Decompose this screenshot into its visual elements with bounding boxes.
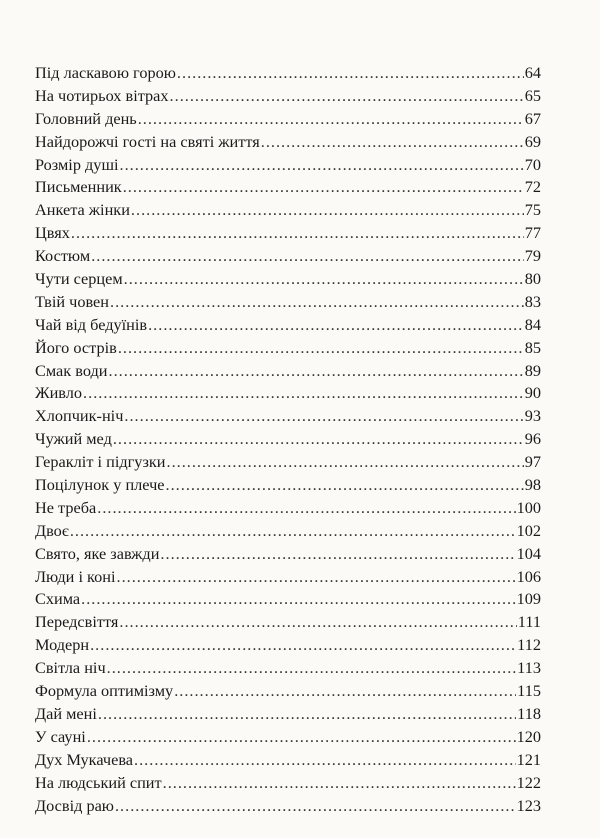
toc-entry-page-number: 109 xyxy=(516,589,541,609)
toc-entry xyxy=(35,62,541,85)
toc-entry-title: Чужий мед xyxy=(35,429,112,449)
dot-leader xyxy=(167,451,524,474)
toc-entry xyxy=(35,428,541,451)
toc-entry xyxy=(35,588,541,611)
toc-entry-page-number: 104 xyxy=(516,543,541,563)
dot-leader xyxy=(87,726,516,749)
toc-entry xyxy=(35,634,541,657)
toc-entry-title: Його острів xyxy=(35,337,117,357)
toc-entry-page-number: 121 xyxy=(516,749,541,769)
toc-entry xyxy=(35,726,541,749)
toc-entry-page-number: 79 xyxy=(524,246,541,266)
toc-entry-title: Поцілунок у плече xyxy=(35,475,165,495)
dot-leader xyxy=(107,657,517,680)
toc-entry-title: На чотирьох вітрах xyxy=(35,85,169,105)
toc-entry xyxy=(35,795,541,818)
toc-entry-title: Чай від бедуїнів xyxy=(35,314,148,334)
toc-entry-page-number: 96 xyxy=(524,429,541,449)
dot-leader xyxy=(177,62,524,85)
toc-entry-page-number: 77 xyxy=(524,223,541,243)
dot-leader xyxy=(138,108,524,131)
toc-entry-title: Геракліт і підгузки xyxy=(35,452,166,472)
toc-entry xyxy=(35,772,541,795)
dot-leader xyxy=(98,703,516,726)
toc-entry-page-number: 102 xyxy=(516,520,541,540)
toc-entry xyxy=(35,497,541,520)
toc-entry xyxy=(35,337,541,360)
dot-leader xyxy=(120,154,524,177)
toc-entry-title: На людський спит xyxy=(35,772,162,792)
toc-entry xyxy=(35,222,541,245)
dot-leader xyxy=(131,199,524,222)
toc-entry xyxy=(35,360,541,383)
dot-leader xyxy=(123,176,524,199)
toc-entry-page-number: 70 xyxy=(524,154,541,174)
toc-entry xyxy=(35,657,541,680)
toc-entry-title: Письменник xyxy=(35,177,122,197)
toc-entry xyxy=(35,474,541,497)
dot-leader xyxy=(113,428,524,451)
dot-leader xyxy=(70,520,516,543)
toc-entry-title: Дух Мукачева xyxy=(35,749,134,769)
toc-entry-title: Головний день xyxy=(35,108,137,128)
toc-entry xyxy=(35,176,541,199)
toc-entry xyxy=(35,703,541,726)
toc-entry-title: Свято, яке завжди xyxy=(35,543,160,563)
table-of-contents xyxy=(35,62,541,817)
toc-entry-page-number: 97 xyxy=(524,452,541,472)
dot-leader xyxy=(124,405,523,428)
toc-entry-page-number: 98 xyxy=(524,475,541,495)
toc-entry-page-number: 65 xyxy=(524,85,541,105)
toc-entry-title: Цвях xyxy=(35,223,70,243)
toc-entry-title: Не треба xyxy=(35,497,97,517)
toc-entry-title: Схима xyxy=(35,589,81,609)
toc-entry-page-number: 75 xyxy=(524,200,541,220)
dot-leader xyxy=(134,749,516,772)
dot-leader xyxy=(81,588,515,611)
toc-entry-page-number: 64 xyxy=(524,63,541,82)
toc-entry-page-number: 89 xyxy=(524,360,541,380)
toc-entry-page-number: 120 xyxy=(516,726,541,746)
dot-leader xyxy=(115,795,516,818)
toc-entry-page-number: 69 xyxy=(524,131,541,151)
toc-entry-title: Дай мені xyxy=(35,703,97,723)
toc-entry-title: Чути серцем xyxy=(35,269,123,289)
toc-entry xyxy=(35,268,541,291)
toc-entry-page-number: 122 xyxy=(516,772,541,792)
toc-entry xyxy=(35,520,541,543)
toc-entry-page-number: 100 xyxy=(516,497,541,517)
toc-entry-title: Хлопчик-ніч xyxy=(35,406,124,426)
dot-leader xyxy=(109,360,524,383)
dot-leader xyxy=(97,497,515,520)
dot-leader xyxy=(118,337,524,360)
toc-entry xyxy=(35,108,541,131)
toc-entry-page-number: 84 xyxy=(524,314,541,334)
toc-entry-title: Живло xyxy=(35,383,83,403)
toc-entry-page-number: 93 xyxy=(524,406,541,426)
toc-entry xyxy=(35,405,541,428)
dot-leader xyxy=(90,634,516,657)
toc-entry-page-number: 83 xyxy=(524,291,541,311)
toc-entry-title: Формула оптимізму xyxy=(35,681,174,701)
dot-leader xyxy=(261,131,524,154)
toc-entry-title: Анкета жінки xyxy=(35,200,130,220)
toc-entry-title: Світла ніч xyxy=(35,658,106,678)
dot-leader xyxy=(119,611,516,634)
dot-leader xyxy=(148,314,524,337)
toc-entry-page-number: 72 xyxy=(524,177,541,197)
toc-entry xyxy=(35,382,541,405)
dot-leader xyxy=(110,291,524,314)
toc-entry-page-number: 85 xyxy=(524,337,541,357)
toc-entry xyxy=(35,566,541,589)
toc-entry-page-number: 111 xyxy=(517,612,541,632)
toc-entry-title: Розмір душі xyxy=(35,154,119,174)
toc-entry-page-number: 115 xyxy=(517,681,541,701)
dot-leader xyxy=(166,474,524,497)
toc-entry-title: Двоє xyxy=(35,520,69,540)
toc-entry-title: Люди і коні xyxy=(35,566,116,586)
toc-entry xyxy=(35,245,541,268)
dot-leader xyxy=(71,222,524,245)
toc-entry xyxy=(35,543,541,566)
toc-entry-title: Твій човен xyxy=(35,291,109,311)
dot-leader xyxy=(124,268,524,291)
toc-entry xyxy=(35,314,541,337)
toc-entry-page-number: 118 xyxy=(517,703,541,723)
dot-leader xyxy=(163,772,516,795)
toc-entry-page-number: 112 xyxy=(517,635,541,655)
toc-entry-title: Під ласкавою горою xyxy=(35,63,176,82)
toc-entry xyxy=(35,680,541,703)
toc-entry xyxy=(35,131,541,154)
dot-leader xyxy=(170,85,524,108)
toc-entry xyxy=(35,199,541,222)
toc-entry-title: Найдорожчі гості на святі життя xyxy=(35,131,260,151)
toc-entry xyxy=(35,154,541,177)
toc-entry-page-number: 90 xyxy=(524,383,541,403)
toc-entry-page-number: 106 xyxy=(516,566,541,586)
dot-leader xyxy=(160,543,515,566)
toc-entry xyxy=(35,749,541,772)
toc-entry xyxy=(35,85,541,108)
toc-entry-title: Смак води xyxy=(35,360,108,380)
toc-entry-page-number: 67 xyxy=(524,108,541,128)
dot-leader xyxy=(174,680,516,703)
toc-entry-title: Досвід раю xyxy=(35,795,114,815)
toc-entry-page-number: 123 xyxy=(516,795,541,815)
dot-leader xyxy=(117,566,516,589)
dot-leader xyxy=(91,245,524,268)
toc-entry xyxy=(35,291,541,314)
toc-entry-title: Модерн xyxy=(35,635,90,655)
toc-entry-title: Костюм xyxy=(35,246,91,266)
toc-entry-page-number: 80 xyxy=(524,269,541,289)
dot-leader xyxy=(83,382,524,405)
toc-entry-page-number: 113 xyxy=(517,658,541,678)
toc-entry xyxy=(35,451,541,474)
toc-entry xyxy=(35,611,541,634)
toc-entry-title: У сауні xyxy=(35,726,86,746)
toc-entry-title: Передсвіття xyxy=(35,612,119,632)
